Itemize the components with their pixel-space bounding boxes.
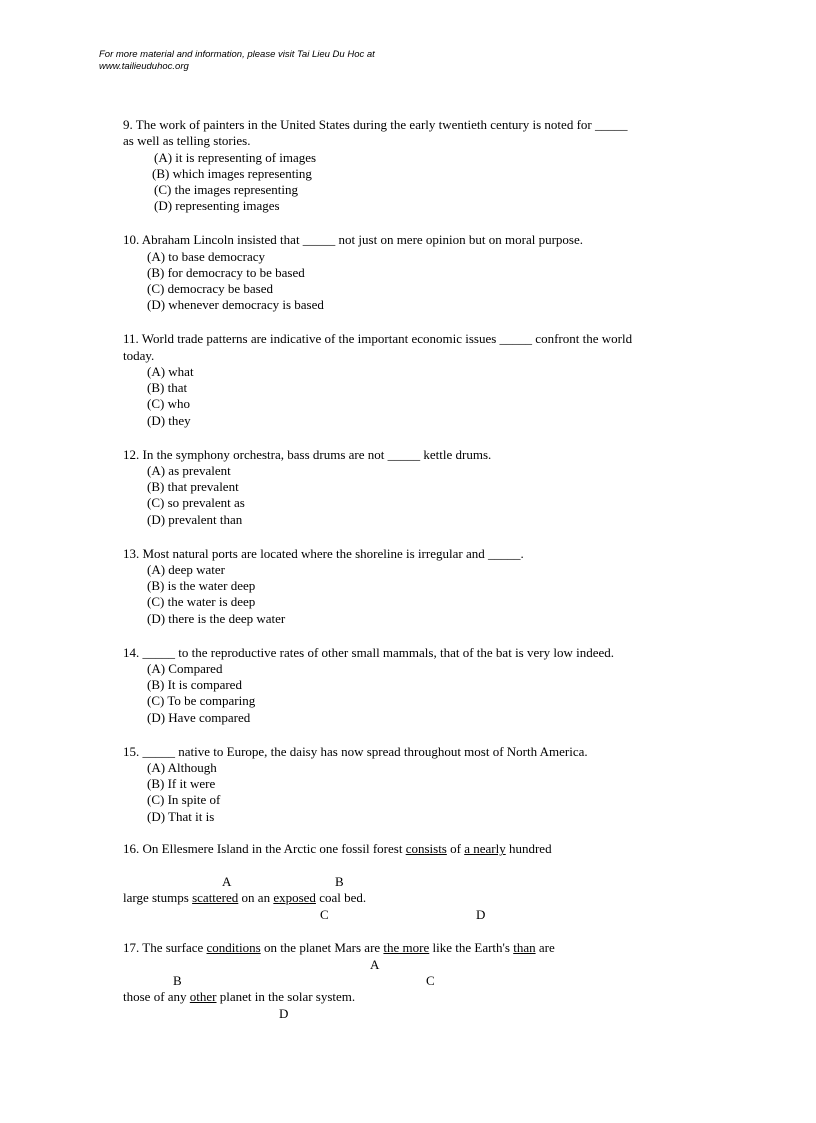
option-c: (C) To be comparing — [147, 693, 256, 709]
question-10 — [123, 232, 723, 313]
question-9-options — [123, 150, 723, 215]
q17-underline-c: than — [513, 940, 536, 956]
option-c: (C) democracy be based — [147, 281, 273, 297]
question-14-options — [123, 661, 723, 726]
question-15-text: 15. _____ native to Europe, the daisy has now spread throughout most of North America. — [123, 743, 588, 759]
option-c: (C) so prevalent as — [147, 495, 245, 511]
question-17-line-1 — [123, 940, 723, 956]
page-header — [99, 49, 375, 73]
option-b: (B) is the water deep — [147, 578, 256, 594]
question-list — [123, 117, 723, 1039]
question-9-text-line-1: 9. The work of painters in the United States during the early twentieth century is noted for _____ — [123, 117, 628, 132]
question-17 — [123, 940, 723, 1021]
option-c: (C) In spite of — [147, 792, 221, 808]
question-10-text: 10. Abraham Lincoln insisted that _____ not just on mere opinion but on moral purpose. — [123, 232, 583, 248]
q16-label-b: B — [335, 874, 344, 890]
question-11 — [123, 331, 723, 429]
question-13-text: 13. Most natural ports are located where the shoreline is irregular and _____. — [123, 545, 524, 561]
option-d: (D) representing images — [154, 198, 280, 214]
q16-underline-a: consists — [405, 841, 447, 857]
question-12 — [123, 447, 723, 528]
question-9-text-line-2: as well as telling stories. — [123, 133, 251, 149]
question-12-text: 12. In the symphony orchestra, bass drums are not _____ kettle drums. — [123, 446, 492, 462]
q17-text-post1: are — [535, 940, 555, 956]
question-16-line-2 — [123, 890, 723, 906]
q17-underline-d: other — [189, 989, 217, 1005]
q16-labels-cd — [123, 907, 723, 923]
question-17-line-2 — [123, 989, 723, 1005]
option-a: (A) it is representing of images — [154, 149, 317, 165]
header-website: www.tailieuduhoc.org — [99, 61, 189, 72]
q16-underline-b: a nearly — [464, 841, 506, 857]
q16-text-post1: hundred — [505, 841, 552, 857]
spacer — [123, 858, 723, 874]
q17-text-post2: planet in the solar system. — [216, 989, 356, 1005]
q17-text-mid2: like the Earth's — [429, 940, 514, 956]
q16-label-c: C — [320, 906, 329, 922]
option-a: (A) to base democracy — [147, 248, 266, 264]
q16-text-mid2: on an — [238, 890, 274, 906]
question-11-options — [123, 364, 723, 429]
q16-labels-ab — [123, 874, 723, 890]
q17-labels-bc — [123, 973, 723, 989]
header-line-1: For more material and information, please visit Tai Lieu Du Hoc at — [99, 49, 375, 60]
option-d: (D) Have compared — [147, 709, 251, 725]
q16-text-post2: coal bed. — [315, 890, 367, 906]
question-10-options — [123, 249, 723, 314]
option-c: (C) who — [147, 396, 190, 412]
option-a: (A) Compared — [147, 660, 223, 676]
option-a: (A) Although — [147, 759, 217, 775]
question-9 — [123, 117, 723, 215]
question-15-options — [123, 760, 723, 825]
option-c: (C) the images representing — [154, 182, 299, 198]
q17-label-a-line — [123, 957, 723, 973]
q17-underline-b: the more — [383, 940, 430, 956]
q17-label-d: D — [279, 1005, 289, 1021]
question-11-text-line-2: today. — [123, 347, 155, 363]
q16-underline-c: scattered — [192, 890, 239, 906]
option-a: (A) deep water — [147, 561, 225, 577]
option-d: (D) whenever democracy is based — [147, 297, 324, 313]
q17-label-c: C — [426, 973, 435, 989]
q17-text-pre: 17. The surface — [123, 940, 207, 956]
option-b: (B) which images representing — [152, 165, 312, 181]
q16-label-a: A — [222, 874, 232, 890]
q16-text-pre: 16. On Ellesmere Island in the Arctic one fossil forest — [123, 841, 406, 857]
option-d: (D) they — [147, 412, 191, 428]
question-13 — [123, 546, 723, 627]
option-a: (A) as prevalent — [147, 462, 231, 478]
option-b: (B) It is compared — [147, 677, 242, 693]
option-d: (D) That it is — [147, 808, 215, 824]
question-14-text: 14. _____ to the reproductive rates of other small mammals, that of the bat is very low indeed. — [123, 644, 614, 660]
q16-text-mid1: of — [446, 841, 465, 857]
q17-label-d-line — [123, 1006, 723, 1022]
question-13-options — [123, 562, 723, 627]
question-16-line-1 — [123, 841, 723, 857]
question-14 — [123, 645, 723, 726]
option-b: (B) If it were — [147, 776, 216, 792]
q17-text-pre2: those of any — [123, 989, 190, 1005]
question-11-text-line-1: 11. World trade patterns are indicative of the important economic issues _____ confront the world — [123, 331, 633, 347]
q16-label-d: D — [476, 906, 486, 922]
q17-label-b: B — [173, 973, 182, 989]
option-b: (B) that — [147, 380, 188, 396]
option-b: (B) that prevalent — [147, 479, 239, 495]
option-d: (D) prevalent than — [147, 511, 243, 527]
question-12-options — [123, 463, 723, 528]
q17-underline-a: conditions — [206, 940, 261, 956]
question-16 — [123, 841, 723, 922]
q16-underline-d: exposed — [273, 890, 316, 906]
question-15 — [123, 744, 723, 825]
option-c: (C) the water is deep — [147, 594, 256, 610]
q16-text-pre2: large stumps — [123, 890, 193, 906]
q17-text-mid1: on the planet Mars are — [260, 940, 384, 956]
q17-label-a: A — [370, 956, 380, 972]
option-a: (A) what — [147, 363, 194, 379]
option-d: (D) there is the deep water — [147, 610, 286, 626]
option-b: (B) for democracy to be based — [147, 264, 305, 280]
